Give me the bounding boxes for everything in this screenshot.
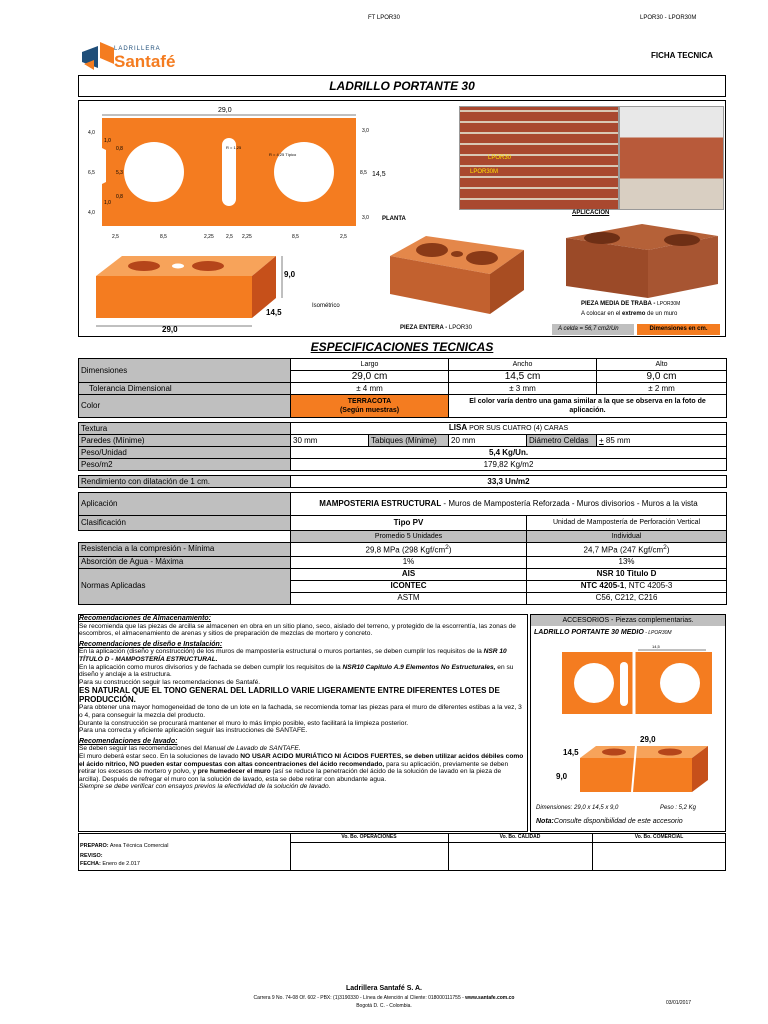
dis-title: Recomendaciones de diseño e Instalación: <box>79 640 223 648</box>
svg-text:8,5: 8,5 <box>160 234 167 240</box>
page-title: LADRILLO PORTANTE 30 <box>329 79 475 93</box>
svg-text:14,5: 14,5 <box>372 171 386 178</box>
tol-largo: ± 4 mm <box>291 383 449 395</box>
peso-unidad-value: 5,4 Kg/Un. <box>291 447 727 459</box>
logo-top: LADRILLERA <box>114 46 161 52</box>
plan-width-dim: 29,0 <box>218 107 232 114</box>
norma2-r: NTC 4205-1, NTC 4205-3 <box>527 580 727 592</box>
footer-company: Ladrillera Santafé S. A. <box>346 985 422 992</box>
resist-indiv: 24,7 MPa (247 Kgf/$cm^2$) <box>527 543 727 557</box>
logo-name: Santafé <box>114 52 176 71</box>
iso-length-dim: 29,0 <box>162 325 178 334</box>
alm-title: Recomendaciones de Almacenamiento: <box>79 615 212 622</box>
absor-label: Absorción de Agua - Máxima <box>79 556 291 568</box>
footer-address: Carrera 9 No. 74-08 Of. 602 - PBX: (1)3190330 - Línea de Atención al Cliente: 018000111755 - www.santafe.com.co <box>253 995 515 1001</box>
largo-value: 29,0 cm <box>291 371 449 383</box>
resist-prom: 29,8 MPa (298 Kgf/$cm^2$) <box>291 543 527 557</box>
dis-p2: En la aplicación como muros divisorios y de fachada se deben cumplir los requisitos de la NSR10 Capitulo A.9 Elementos No Estructurales, en su diseño y anclaje a la estructura. <box>79 663 514 679</box>
pieza-media-photo <box>562 222 722 302</box>
color-value: TERRACOTA (Según muestras) <box>291 395 449 418</box>
svg-text:4,0: 4,0 <box>88 130 95 136</box>
tabiques-value: 20 mm <box>449 435 527 447</box>
accesorios-header: ACCESORIOS - Piezas complementarias. <box>531 615 725 626</box>
svg-text:2,5: 2,5 <box>340 234 347 240</box>
lav-p2: El muro deberá estar seco. En la soluciones de lavado NO USAR ACIDO MURIÁTICO NI ÁCIDOS FUERTES, se deben utilizar acidos débiles como el ácido nítrico, NO pueden estar compuestas con altas concentraciones del ácido recomendado, para su aplicación, previamente se deben retirar los excesos de mortero y polvo, y pre humedecer el muro (así se reduce la penetración del ácido de la solución de lavado en la pieza de arcilla). Después de refregar el muro con la solución de lavado, esta se debe retirar con abundante agua. <box>79 752 524 783</box>
rendimiento-value: 33,3 Un/m2 <box>291 476 727 488</box>
tol-alto: ± 2 mm <box>597 383 727 395</box>
alto-value: 9,0 cm <box>597 371 727 383</box>
wall-tag-2: LPOR30M <box>470 169 499 175</box>
acc-nota: Nota:Consulte disponibilidad de este accesorio <box>536 818 683 825</box>
dimensions-note: Dimensiones en cm. <box>637 324 720 335</box>
recommendations-text <box>79 615 524 791</box>
rendimiento-label: Rendimiento con dilatación de 1 cm. <box>79 476 291 488</box>
svg-text:0,8: 0,8 <box>116 194 123 200</box>
iso-depth-dim: 14,5 <box>266 308 282 317</box>
normas-label: Normas Aplicadas <box>79 568 291 604</box>
norma1-r: NSR 10 Titulo D <box>527 568 727 580</box>
svg-text:2,5: 2,5 <box>226 234 233 240</box>
col-ancho: Ancho <box>449 359 597 371</box>
clasif-value: Tipo PV <box>291 516 527 531</box>
pieza-media-label: PIEZA MEDIA DE TRABA - LPOR30M <box>581 301 681 307</box>
svg-text:14,5: 14,5 <box>652 644 660 649</box>
dis-p6: Para una correcta y eficiente aplicación seguir las instrucciones de SANTAFE. <box>79 727 308 735</box>
acc-dim-h: 9,0 <box>556 772 568 781</box>
vo-ops: Vo. Bo. OPERACIONES <box>341 834 397 840</box>
right-dims <box>360 128 386 221</box>
pieza-media-note: A colocar en el extremo de un muro <box>581 311 678 317</box>
norma3-r: C56, C212, C216 <box>527 592 727 604</box>
accesorio-plan <box>552 640 722 724</box>
signoff-box <box>78 833 726 871</box>
footer-city: Bogotá D. C. - Colombia. <box>356 1003 412 1009</box>
paredes-label: Paredes (Mínime) <box>79 435 291 447</box>
dis-p3: Para su construcción seguir las recomendaciones de Santafé. <box>79 678 261 686</box>
vo-com: Vo. Bo. COMERCIAL <box>634 834 684 840</box>
celda-note: A celda = 56,7 cm2/Un <box>552 324 634 335</box>
radius-large-label: R = 4,25 Típico <box>269 152 297 157</box>
acc-dim-d: 14,5 <box>563 748 579 757</box>
tol-label: Tolerancia Dimensional <box>79 383 291 395</box>
fecha-line: FECHA: Enero de 2.017 <box>80 861 140 867</box>
svg-text:6,5: 6,5 <box>88 170 95 176</box>
bottom-dims <box>112 234 347 240</box>
iso-label: Isométrico <box>312 303 340 309</box>
dis-p5: Durante la construcción se procurará mantener el muro lo más limpio posible, esto facilitará la limpieza posterior. <box>79 719 409 727</box>
isometric-drawing <box>86 250 306 336</box>
preparo-line: PREPARO: Area Técnica Comercial <box>80 843 169 849</box>
accesorio-iso <box>574 742 714 798</box>
lav-p1: Se deben seguir las recomendaciones del Manual de Lavado de SANTAFE. <box>79 745 301 753</box>
aplicacion-spec-label: Aplicación <box>79 493 291 516</box>
pieza-entera-label: PIEZA ENTERA - LPOR30 <box>400 325 472 331</box>
resist-label: Resistencia a la compresión - Mínima <box>79 543 291 557</box>
iso-height-dim: 9,0 <box>284 270 296 279</box>
lav-p3: Siempre se debe verificar con ensayos previos la efectividad de la solución de lavado. <box>79 783 331 791</box>
peso-m2-label: Peso/m2 <box>79 459 291 471</box>
acc-peso-text: Peso : 5,2 Kg <box>660 805 697 811</box>
color-note: El color varía dentro una gama similar a la que se observa en la foto de aplicación. <box>449 395 727 418</box>
peso-unidad-label: Peso/Unidad <box>79 447 291 459</box>
paredes-value: 30 mm <box>291 435 369 447</box>
color-label: Color <box>79 395 291 418</box>
acc-dims-text: Dimensiones: 29,0 x 14,5 x 9,0 <box>536 805 619 811</box>
svg-text:3,0: 3,0 <box>362 128 369 134</box>
pieza-entera-photo <box>386 228 528 320</box>
doc-code: FT LPOR30 <box>368 15 400 21</box>
svg-text:8,5: 8,5 <box>360 170 367 176</box>
norma1-l: AIS <box>291 568 527 580</box>
spec-title: ESPECIFICACIONES TECNICAS <box>310 340 494 354</box>
aplicacion-spec-value: MAMPOSTERIA ESTRUCTURAL - Muros de Mampostería Reforzada - Muros divisorios - Muros a la vista <box>291 493 727 516</box>
absor-indiv: 13% <box>527 556 727 568</box>
svg-text:2,5: 2,5 <box>112 234 119 240</box>
svg-text:4,0: 4,0 <box>88 210 95 216</box>
absor-prom: 1% <box>291 556 527 568</box>
vo-cal: Vo. Bo. CALIDAD <box>499 834 541 840</box>
plan-label: PLANTA <box>382 216 406 222</box>
wall-tag-1: LPOR30 <box>488 155 512 161</box>
acc-dim-w: 29,0 <box>640 735 656 744</box>
col-alto: Alto <box>597 359 727 371</box>
wall-photo <box>459 106 619 210</box>
textura-value: LISA POR SUS CUATRO (4) CARAS <box>291 423 727 435</box>
svg-text:8,5: 8,5 <box>292 234 299 240</box>
indiv-header: Individual <box>527 531 727 543</box>
tol-ancho: ± 3 mm <box>449 383 597 395</box>
radius-small-label: R = 1,25 <box>226 145 242 150</box>
peso-m2-value: 179,82 Kg/m2 <box>291 459 727 471</box>
svg-text:1,0: 1,0 <box>104 138 111 144</box>
svg-text:1,0: 1,0 <box>104 200 111 206</box>
norma2-l: ICONTEC <box>291 580 527 592</box>
accesorio-name: LADRILLO PORTANTE 30 MEDIO - LPOR30M <box>534 629 672 636</box>
dis-p4: Para obtener una mayor homogeneidad de tono de un lote en la fachada, se recomienda tomar las piezas para el muro de diferentes estibas a la vez, 3 o 4, para conseguir la mezcla del producto. <box>79 704 522 719</box>
tabiques-label: Tabiques (Mínime) <box>369 435 449 447</box>
svg-text:0,8: 0,8 <box>116 146 123 152</box>
dis-bold: ES NATURAL QUE EL TONO GENERAL DEL LADRILLO VARIE LIGERAMENTE ENTRE DIFERENTES LOTES DE PRODUCCIÓN. <box>79 686 500 705</box>
diametro-label: Diámetro Celdas <box>527 435 597 447</box>
plan-drawing <box>86 104 386 244</box>
svg-text:3,0: 3,0 <box>362 215 369 221</box>
page-title-box <box>78 75 726 97</box>
textura-label: Textura <box>79 423 291 435</box>
spec-table <box>78 358 727 605</box>
dis-p1: En la aplicación (diseño y construcción) de los muros de mampostería estructural o muros portantes, se deben cumplir los requisitos de la NSR 10 TÍTULO D - MAMPOSTERÍA ESTRUCTURAL. <box>79 648 507 663</box>
col-largo: Largo <box>291 359 449 371</box>
footer-web-link[interactable]: www.santafe.com.co <box>465 995 515 1001</box>
construction-photo <box>619 106 724 210</box>
prom-header: Promedio 5 Unidades <box>291 531 527 543</box>
svg-text:5,3: 5,3 <box>116 170 123 176</box>
diametro-value: + 85 mm <box>597 435 727 447</box>
svg-text:2,25: 2,25 <box>204 234 214 240</box>
norma3-l: ASTM <box>291 592 527 604</box>
logo <box>80 38 220 72</box>
clasif-note: Unidad de Mampostería de Perforación Vertical <box>527 516 727 531</box>
reviso-line: REVISO: <box>80 853 103 859</box>
doc-type: FICHA TECNICA <box>651 51 713 60</box>
footer-date: 03/01/2017 <box>666 1000 692 1006</box>
clasif-label: Clasificación <box>79 516 291 531</box>
dim-label: Dimensiones <box>79 359 291 383</box>
doc-codes-right: LPOR30 - LPOR30M <box>640 15 697 21</box>
svg-text:2,25: 2,25 <box>242 234 252 240</box>
aplicacion-label: APLICACION <box>572 210 610 216</box>
lav-title: Recomendaciones de lavado: <box>79 737 178 745</box>
alm-text: Se recomienda que las piezas de arcilla se almacenen en obra en un sitio plano, seco, aislado del terreno, y protegido de la escorrentía, las zonas de escombros, el almacenamiento de arenas y sitios de preparación de mezclas de mortero y concreto. <box>79 622 516 638</box>
ancho-value: 14,5 cm <box>449 371 597 383</box>
